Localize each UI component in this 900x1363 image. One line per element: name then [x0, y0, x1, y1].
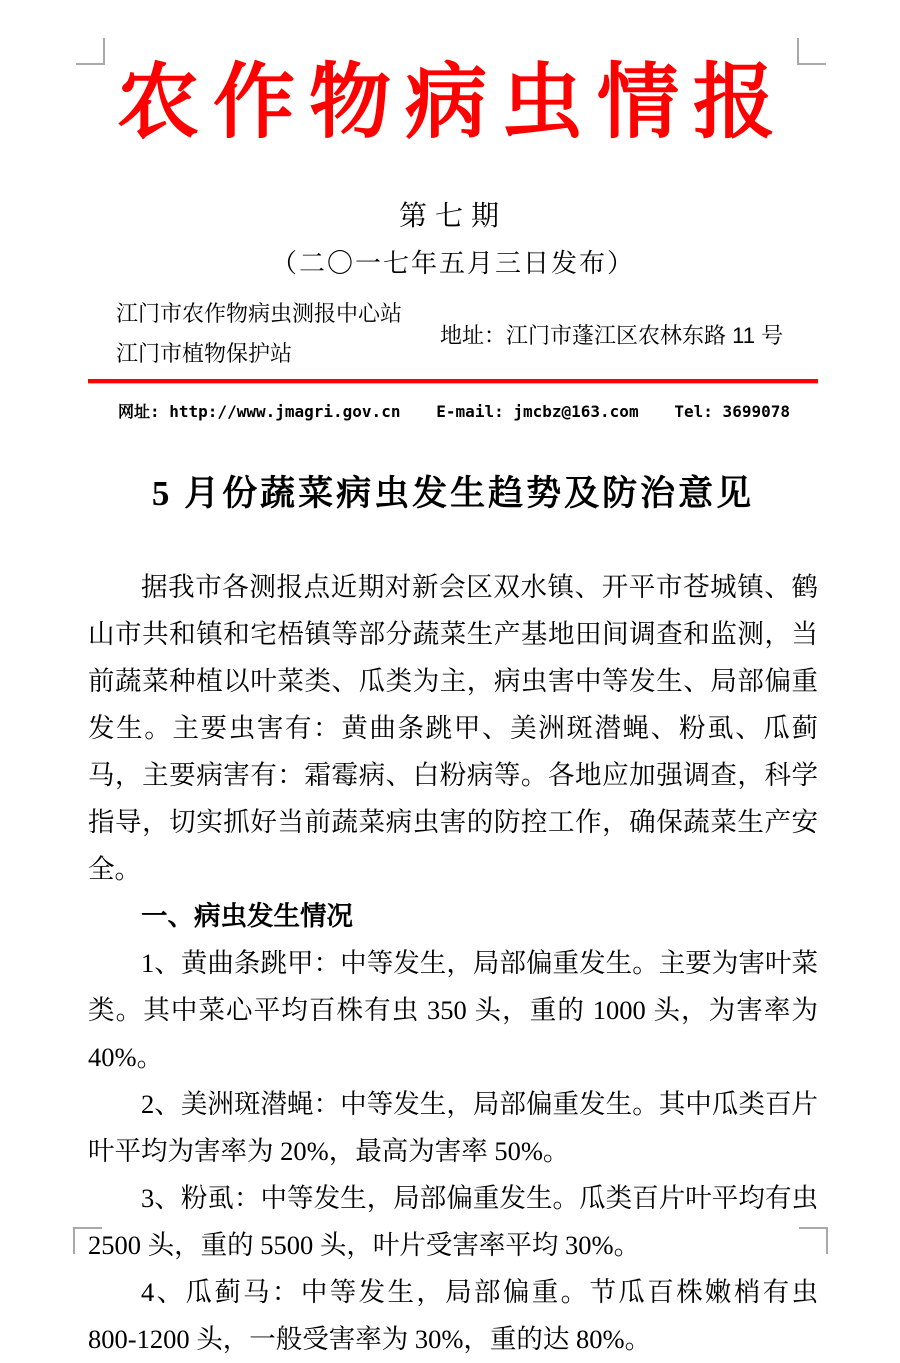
- masthead-title: 农作物病虫情报: [116, 57, 789, 148]
- publisher-address: 地址：江门市蓬江区农林东路 11 号: [440, 322, 784, 348]
- intro-paragraph: 据我市各测报点近期对新会区双水镇、开平市苍城镇、鹤山市共和镇和宅梧镇等部分蔬菜生产基地田间调查和监测，当前蔬菜种植以叶菜类、瓜类为主，病虫害中等发生、局部偏重发生。主要虫害有：黄曲条跳甲、美洲斑潜蝇、粉虱、瓜蓟马，主要病害有：霜霉病、白粉病等。各地应加强调查，科学指导，切实抓好当前蔬菜病虫害的防控工作，确保蔬菜生产安全。: [88, 572, 818, 885]
- issue-number: 第七期: [398, 200, 507, 232]
- telephone-text: Tel: 3699078: [674, 402, 790, 422]
- publisher-info-row: [88, 294, 818, 374]
- org-name-secondary: 江门市植物保护站: [116, 341, 293, 367]
- section-1-heading: 一、病虫发生情况: [141, 901, 353, 932]
- pest-item-4: 4、瓜蓟马：中等发生，局部偏重。节瓜百株嫩梢有虫 800-1200 头，一般受害率为 30%，重的达 80%。: [88, 1277, 818, 1355]
- publisher-orgs: [88, 294, 402, 374]
- red-divider-rule: [88, 379, 818, 383]
- article-body: [88, 564, 818, 1363]
- release-date: （二〇一七年五月三日发布）: [270, 248, 635, 279]
- email-text: E-mail: jmcbz@163.com: [436, 402, 639, 422]
- page-content: [88, 0, 818, 1363]
- pest-item-1: 1、黄曲条跳甲：中等发生，局部偏重发生。主要为害叶菜类。其中菜心平均百株有虫 350 头，重的 1000 头，为害率为 40%。: [88, 948, 818, 1073]
- website-text: 网址: http://www.jmagri.gov.cn: [118, 402, 401, 422]
- pest-item-2: 2、美洲斑潜蝇：中等发生，局部偏重发生。其中瓜类百片叶平均为害率为 20%，最高为害率 50%。: [88, 1089, 818, 1167]
- org-name-primary: 江门市农作物病虫测报中心站: [116, 301, 403, 327]
- article-title: 5 月份蔬菜病虫发生趋势及防治意见: [151, 474, 755, 514]
- pest-item-3: 3、粉虱：中等发生，局部偏重发生。瓜类百片叶平均有虫 2500 头，重的 5500 头，叶片受害率平均 30%。: [88, 1183, 818, 1261]
- contact-row: [88, 399, 818, 422]
